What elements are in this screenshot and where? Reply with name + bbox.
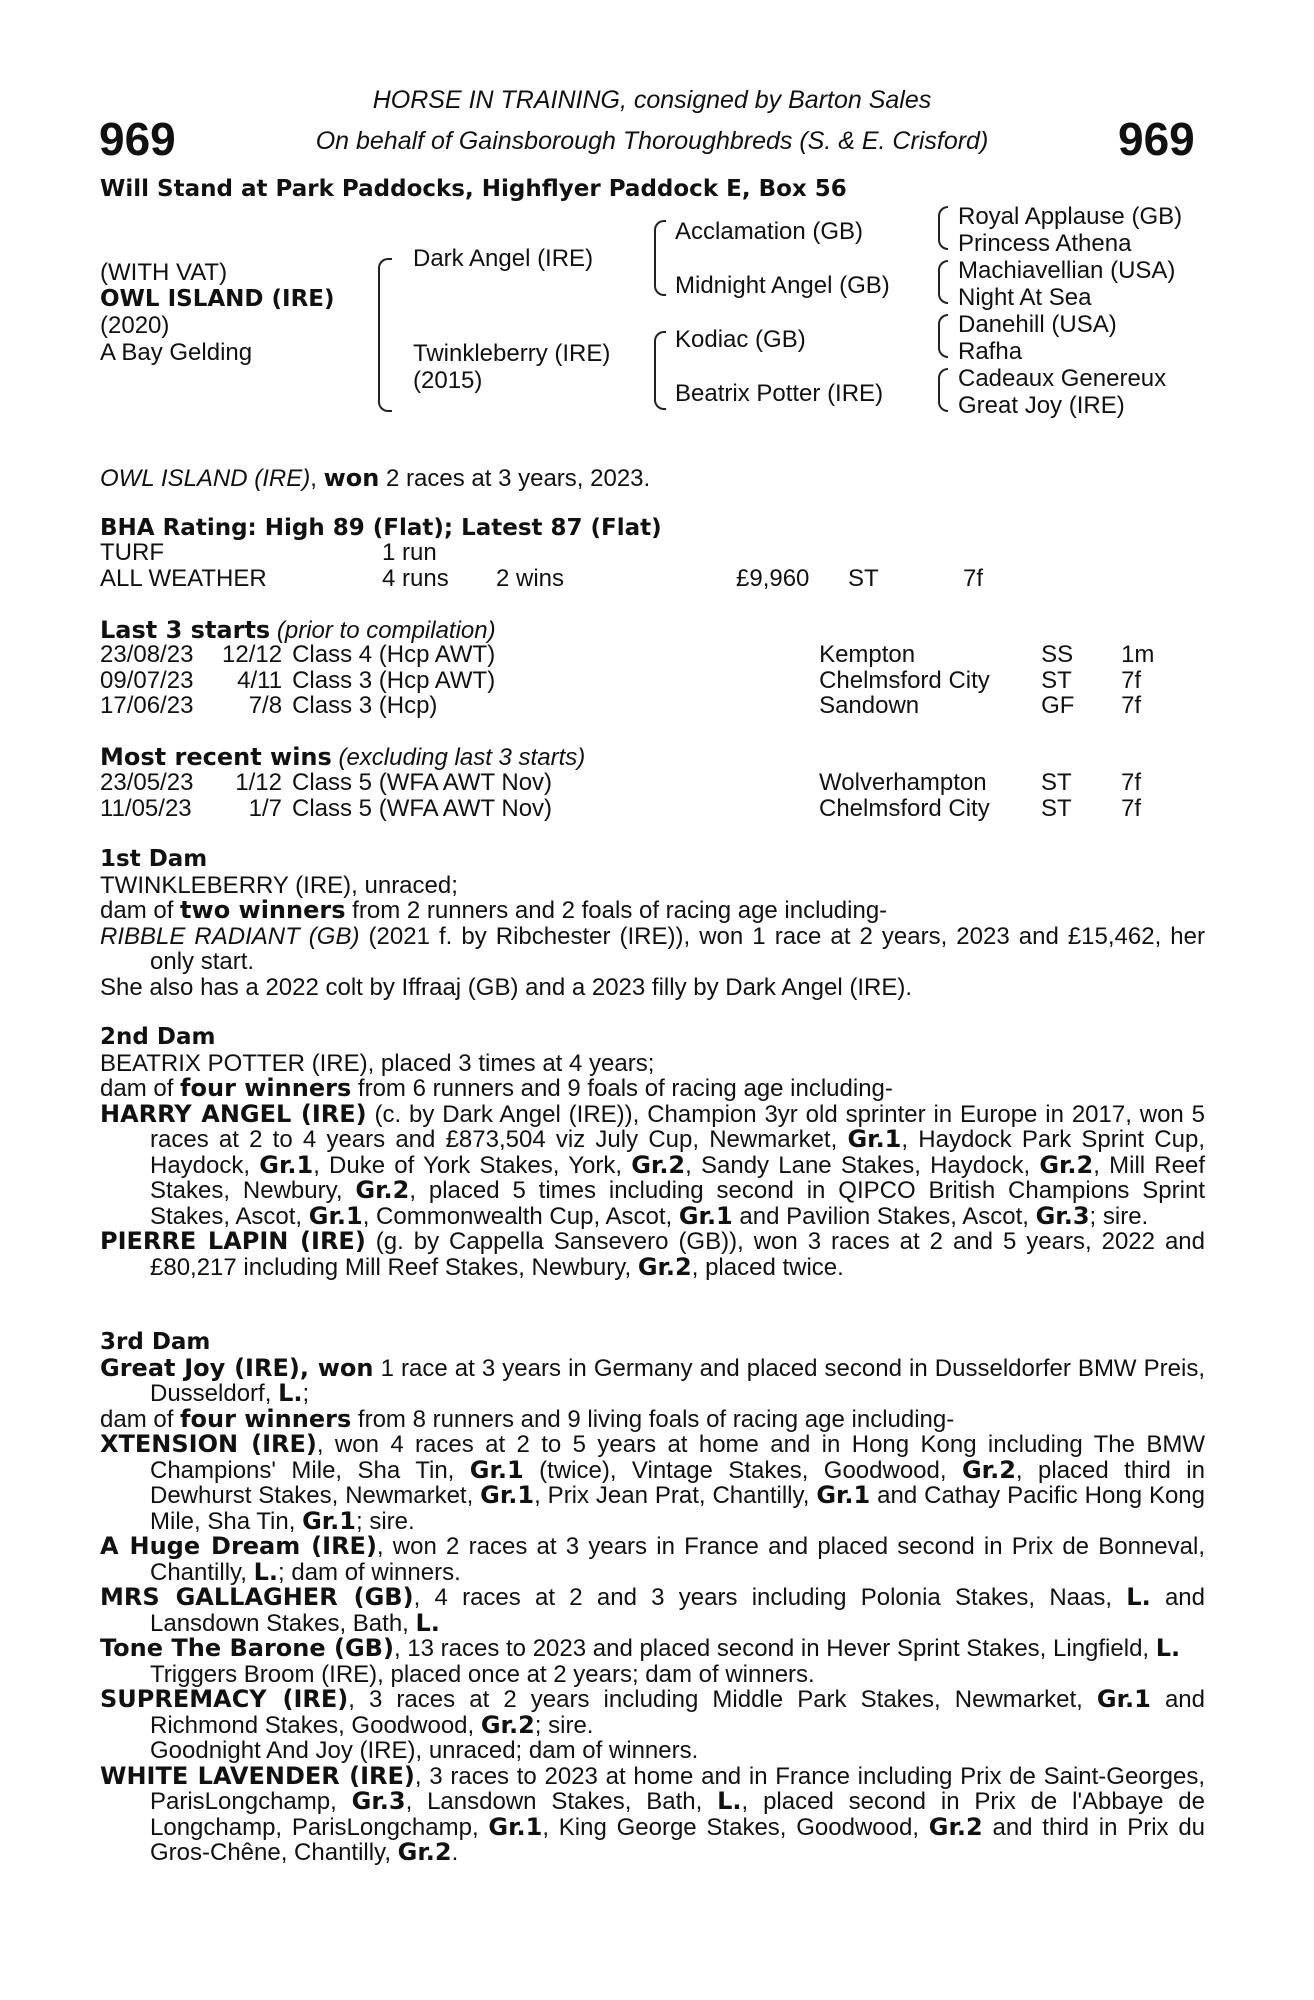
- recent-wins-table: [100, 770, 1141, 821]
- start-date: 09/07/23: [100, 666, 194, 694]
- white-lavender-entry: WHITE LAVENDER (IRE), 3 races to 2023 at home and in France including Prix de Saint-Georges, ParisLongchamp, Gr.3, Lansdown Stakes, Bath, L., placed second in Prix de l'Abbaye de Longchamp, ParisLongchamp, Gr.1, King George Stakes, Goodwood, Gr.2 and third in Prix du Gros-Chêne, Chantilly, Gr.2.: [100, 1761, 1206, 1866]
- win-class: Class 5 (WFA AWT Nov): [292, 794, 553, 822]
- win-distance: 7f: [1121, 769, 1142, 796]
- pedigree-g5: Danehill (USA): [958, 311, 1117, 338]
- start-class: Class 3 (Hcp AWT): [292, 666, 496, 694]
- pedigree-g3: Machiavellian (USA): [958, 257, 1176, 284]
- rating-surface: TURF: [100, 539, 164, 566]
- start-class: Class 3 (Hcp): [292, 692, 438, 719]
- pedigree-brace-dam: [654, 331, 666, 410]
- rating-wins: [496, 540, 736, 566]
- rating-going: [848, 540, 963, 566]
- pedigree-g4: Night At Sea: [958, 284, 1092, 311]
- start-course: Chelmsford City: [819, 666, 990, 694]
- win-course: Wolverhampton: [819, 769, 987, 796]
- last-3-starts-title: Last 3 starts: [100, 616, 271, 644]
- win-going: ST: [1041, 794, 1072, 822]
- start-date: 17/06/23: [100, 692, 194, 719]
- rating-distance: [963, 540, 983, 566]
- start-distance: 7f: [1121, 666, 1142, 694]
- second-dam-heading: 2nd Dam: [100, 1024, 216, 1050]
- pedigree-brace-main: [378, 258, 392, 412]
- second-dam-line: BEATRIX POTTER (IRE), placed 3 times at 4 years;: [100, 1049, 655, 1077]
- start-position: 12/12: [222, 641, 283, 668]
- harry-angel-entry: HARRY ANGEL (IRE) (c. by Dark Angel (IRE)), Champion 3yr old sprinter in Europe in 2017, won 5 races at 2 to 4 years and £873,504 viz July Cup, Newmarket, Gr.1, Haydock Park Sprint Cup, Haydock, Gr.1, Duke of York Stakes, York, Gr.2, Sandy Lane Stakes, Haydock, Gr.2, Mill Reef Stakes, Newbury, Gr.2, placed 5 times including second in QIPCO British Champions Sprint Stakes, Ascot, Gr.1, Commonwealth Cup, Ascot, Gr.1 and Pavilion Stakes, Ascot, Gr.3; sire.: [100, 1099, 1205, 1230]
- start-distance: 1m: [1121, 641, 1155, 668]
- table-row: [100, 796, 1141, 822]
- pedigree-dam-year: (2015): [413, 367, 483, 394]
- supremacy-entry: SUPREMACY (IRE), 3 races at 2 years including Middle Park Stakes, Newmarket, Gr.1 and Richmond Stakes, Goodwood, Gr.2; sire.: [100, 1685, 1205, 1739]
- start-going: GF: [1041, 692, 1075, 719]
- pedigree-sire-sire: Acclamation (GB): [675, 218, 864, 245]
- table-row: [100, 566, 983, 592]
- lot-number-right: 969: [1118, 113, 1195, 165]
- summary-won: won: [323, 464, 380, 492]
- first-dam-heading: 1st Dam: [100, 846, 208, 872]
- pedigree-brace-g12: [938, 206, 948, 250]
- table-row: [100, 770, 1141, 796]
- pedigree-brace-sire: [654, 220, 666, 296]
- pedigree-dam-sire: Kodiac (GB): [675, 326, 806, 353]
- recent-wins-heading: [100, 744, 585, 771]
- win-date: 11/05/23: [100, 794, 192, 822]
- consignment-line-1: HORSE IN TRAINING, consigned by Barton Sales: [372, 86, 932, 114]
- pedigree-g7: Cadeaux Genereux: [958, 365, 1167, 392]
- pedigree-sire-dam: Midnight Angel (GB): [675, 272, 890, 299]
- race-summary: OWL ISLAND (IRE), won 2 races at 3 years, 2023.: [100, 464, 651, 492]
- start-course: Kempton: [819, 641, 916, 668]
- summary-text: 2 races at 3 years, 2023.: [379, 465, 651, 492]
- lot-number-left: 969: [99, 113, 176, 165]
- pierre-lapin-entry: PIERRE LAPIN (IRE) (g. by Cappella Sansevero (GB)), won 3 races at 2 and 5 years, 2022 and £80,217 including Mill Reef Stakes, Newbury, Gr.2, placed twice.: [100, 1227, 1205, 1281]
- win-position: 1/12: [235, 769, 282, 796]
- second-dam-section: [100, 1025, 1205, 1280]
- third-dam-produce: dam of four winners from 8 runners and 9 living foals of racing age including-: [100, 1404, 955, 1433]
- pedigree-dam-dam: Beatrix Potter (IRE): [675, 380, 884, 407]
- vat-note: (WITH VAT): [100, 259, 228, 286]
- last-3-starts-heading: [100, 617, 496, 644]
- first-dam-also: She also has a 2022 colt by Iffraaj (GB) and a 2023 filly by Dark Angel (IRE).: [100, 973, 912, 1001]
- rating-runs: 1 run: [382, 539, 437, 566]
- a-huge-dream-entry: A Huge Dream (IRE), won 2 races at 3 years in France and placed second in Prix de Bonneval, Chantilly, L.; dam of winners.: [100, 1532, 1206, 1586]
- pedigree-brace-g56: [938, 314, 948, 358]
- last-3-starts-note: (prior to compilation): [270, 617, 496, 644]
- start-position: 7/8: [248, 692, 283, 719]
- win-going: ST: [1041, 769, 1072, 796]
- goodnight-and-joy-entry: Goodnight And Joy (IRE), unraced; dam of winners.: [150, 1737, 699, 1764]
- recent-wins-title: Most recent wins: [100, 743, 332, 771]
- mrs-gallagher-entry: MRS GALLAGHER (GB), 4 races at 2 and 3 years including Polonia Stakes, Naas, L. and Lansdown Stakes, Bath, L.: [100, 1583, 1205, 1637]
- pedigree-dam: Twinkleberry (IRE): [413, 340, 611, 367]
- rating-prize: £9,960: [736, 564, 810, 592]
- pedigree-sire: Dark Angel (IRE): [413, 245, 594, 272]
- tone-the-barone-entry: Tone The Barone (GB), 13 races to 2023 and placed second in Hever Sprint Stakes, Lingfield, L.: [100, 1634, 1181, 1662]
- start-going: SS: [1041, 641, 1074, 668]
- win-position: 1/7: [248, 794, 282, 822]
- table-row: [100, 642, 1154, 668]
- third-dam-heading: 3rd Dam: [100, 1329, 211, 1355]
- pedigree-g6: Rafha: [958, 338, 1023, 365]
- rating-prize: [736, 540, 848, 566]
- pedigree-g2: Princess Athena: [958, 230, 1132, 257]
- first-dam-line: TWINKLEBERRY (IRE), unraced;: [100, 871, 458, 899]
- rating-going: ST: [848, 564, 879, 592]
- stand-location: Will Stand at Park Paddocks, Highflyer Paddock E, Box 56: [100, 176, 847, 202]
- great-joy-entry: Great Joy (IRE), won 1 race at 3 years in Germany and placed second in Dusseldorfer BMW Preis, Dusseldorf, L.;: [100, 1353, 1206, 1407]
- rating-wins: 2 wins: [496, 564, 565, 592]
- start-course: Sandown: [819, 692, 920, 719]
- win-date: 23/05/23: [100, 769, 194, 796]
- rating-distance: 7f: [963, 564, 984, 592]
- win-distance: 7f: [1121, 794, 1142, 822]
- win-class: Class 5 (WFA AWT Nov): [292, 769, 553, 796]
- start-position: 4/11: [237, 666, 283, 694]
- win-course: Chelmsford City: [819, 794, 990, 822]
- recent-wins-note: (excluding last 3 starts): [331, 744, 586, 771]
- consignment-line-2: On behalf of Gainsborough Thoroughbreds (S. & E. Crisford): [315, 127, 989, 155]
- start-date: 23/08/23: [100, 641, 194, 668]
- horse-description: A Bay Gelding: [100, 339, 253, 366]
- rating-table: [100, 540, 983, 591]
- pedigree-brace-g78: [938, 368, 948, 412]
- start-distance: 7f: [1121, 692, 1142, 719]
- start-going: ST: [1041, 666, 1072, 694]
- ribble-radiant-entry: RIBBLE RADIANT (GB) (2021 f. by Ribchester (IRE)), won 1 race at 2 years, 2023 and £15,462, her only start.: [100, 922, 1205, 975]
- pedigree-g8: Great Joy (IRE): [958, 392, 1125, 419]
- start-class: Class 4 (Hcp AWT): [292, 641, 496, 668]
- first-dam-produce: dam of two winners from 2 runners and 2 foals of racing age including-: [100, 896, 888, 924]
- table-row: [100, 693, 1154, 719]
- horse-name: OWL ISLAND (IRE): [100, 286, 335, 312]
- triggers-broom-entry: Triggers Broom (IRE), placed once at 2 years; dam of winners.: [150, 1660, 815, 1688]
- horse-year: (2020): [100, 312, 170, 339]
- rating-runs: 4 runs: [382, 564, 449, 592]
- summary-horse-name: OWL ISLAND (IRE): [100, 465, 311, 492]
- first-dam-section: [100, 847, 1205, 1000]
- table-row: [100, 540, 983, 566]
- rating-surface: ALL WEATHER: [100, 564, 267, 592]
- table-row: [100, 668, 1154, 694]
- xtension-entry: XTENSION (IRE), won 4 races at 2 to 5 years at home and in Hong Kong including The BMW Champions' Mile, Sha Tin, Gr.1 (twice), Vintage Stakes, Goodwood, Gr.2, placed third in Dewhurst Stakes, Newmarket, Gr.1, Prix Jean Prat, Chantilly, Gr.1 and Cathay Pacific Hong Kong Mile, Sha Tin, Gr.1; sire.: [100, 1430, 1205, 1535]
- third-dam-section: [100, 1330, 1205, 1866]
- pedigree-brace-g34: [938, 260, 948, 304]
- last-3-starts-table: [100, 642, 1154, 719]
- pedigree-g1: Royal Applause (GB): [958, 203, 1183, 230]
- bha-rating-heading: BHA Rating: High 89 (Flat); Latest 87 (Flat): [100, 515, 662, 541]
- second-dam-produce: dam of four winners from 6 runners and 9 foals of racing age including-: [100, 1074, 893, 1102]
